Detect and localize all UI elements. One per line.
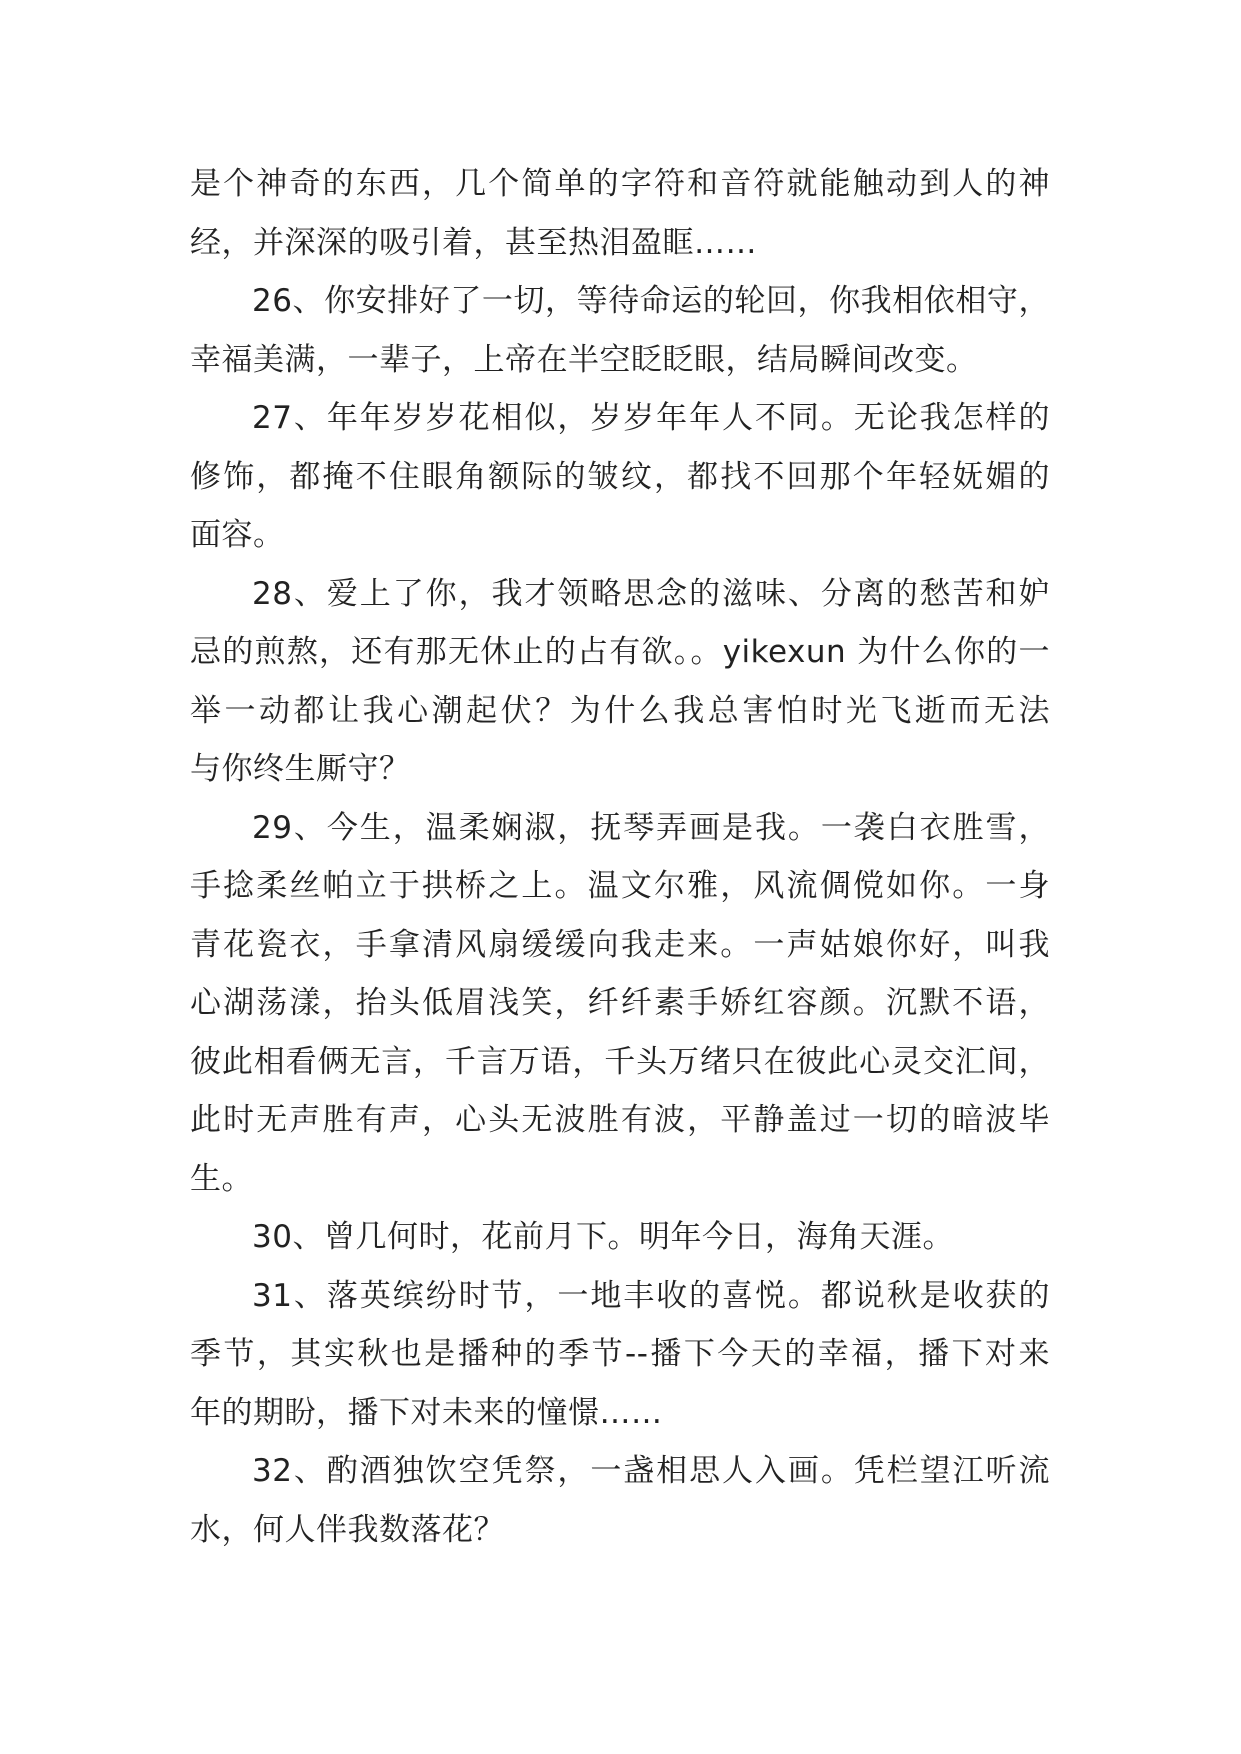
text-line: 28、爱上了你，我才领略思念的滋味、分离的愁苦和妒 (252, 575, 1050, 612)
text-line: 水，何人伴我数落花？ (190, 1511, 505, 1548)
text-line: 27、年年岁岁花相似，岁岁年年人不同。无论我怎样的 (252, 400, 1050, 436)
text-line: 幸福美满，一辈子，上帝在半空眨眨眼，结局瞬间改变。 (190, 341, 978, 378)
text-line: 是个神奇的东西，几个简单的字符和音符就能触动到人的神 (190, 166, 1050, 202)
text-line: 29、今生，温柔娴淑，抚琴弄画是我。一袭白衣胜雪， (252, 809, 1050, 846)
text-line: 青花瓷衣，手拿清风扇缓缓向我走来。一声姑娘你好，叫我 (190, 926, 1050, 963)
text-line: 此时无声胜有声，心头无波胜有波，平静盖过一切的暗波毕 (190, 1102, 1050, 1138)
text-line: 面容。 (190, 517, 285, 553)
text-line: 32、酌酒独饮空凭祭，一盏相思人入画。凭栏望江听流 (252, 1453, 1050, 1489)
text-line: 31、落英缤纷时节，一地丰收的喜悦。都说秋是收获的 (252, 1277, 1050, 1314)
text-line: 忌的煎熬，还有那无休止的占有欲。。yikexun 为什么你的一 (190, 634, 1050, 670)
text-line: 生。 (190, 1160, 253, 1197)
text-line: 年的期盼，播下对未来的憧憬…… (190, 1394, 663, 1431)
text-line: 与你终生厮守？ (190, 751, 411, 787)
text-line: 举一动都让我心潮起伏？为什么我总害怕时光飞逝而无法 (190, 692, 1050, 729)
text-line: 季节，其实秋也是播种的季节--播下今天的幸福，播下对来 (190, 1336, 1050, 1372)
text-line: 手捻柔丝帕立于拱桥之上。温文尔雅，风流倜傥如你。一身 (190, 868, 1050, 904)
text-line: 30、曾几何时，花前月下。明年今日，海角天涯。 (252, 1219, 954, 1255)
text-line: 26、你安排好了一切，等待命运的轮回，你我相依相守， (252, 283, 1050, 319)
text-line: 心湖荡漾，抬头低眉浅笑，纤纤素手娇红容颜。沉默不语， (190, 985, 1050, 1021)
text-line: 经，并深深的吸引着，甚至热泪盈眶…… (190, 224, 757, 261)
text-line: 修饰，都掩不住眼角额际的皱纹，都找不回那个年轻妩媚的 (190, 458, 1050, 495)
text-line: 彼此相看俩无言，千言万语，千头万绪只在彼此心灵交汇间， (190, 1043, 1050, 1080)
body-text (190, 155, 1050, 1559)
